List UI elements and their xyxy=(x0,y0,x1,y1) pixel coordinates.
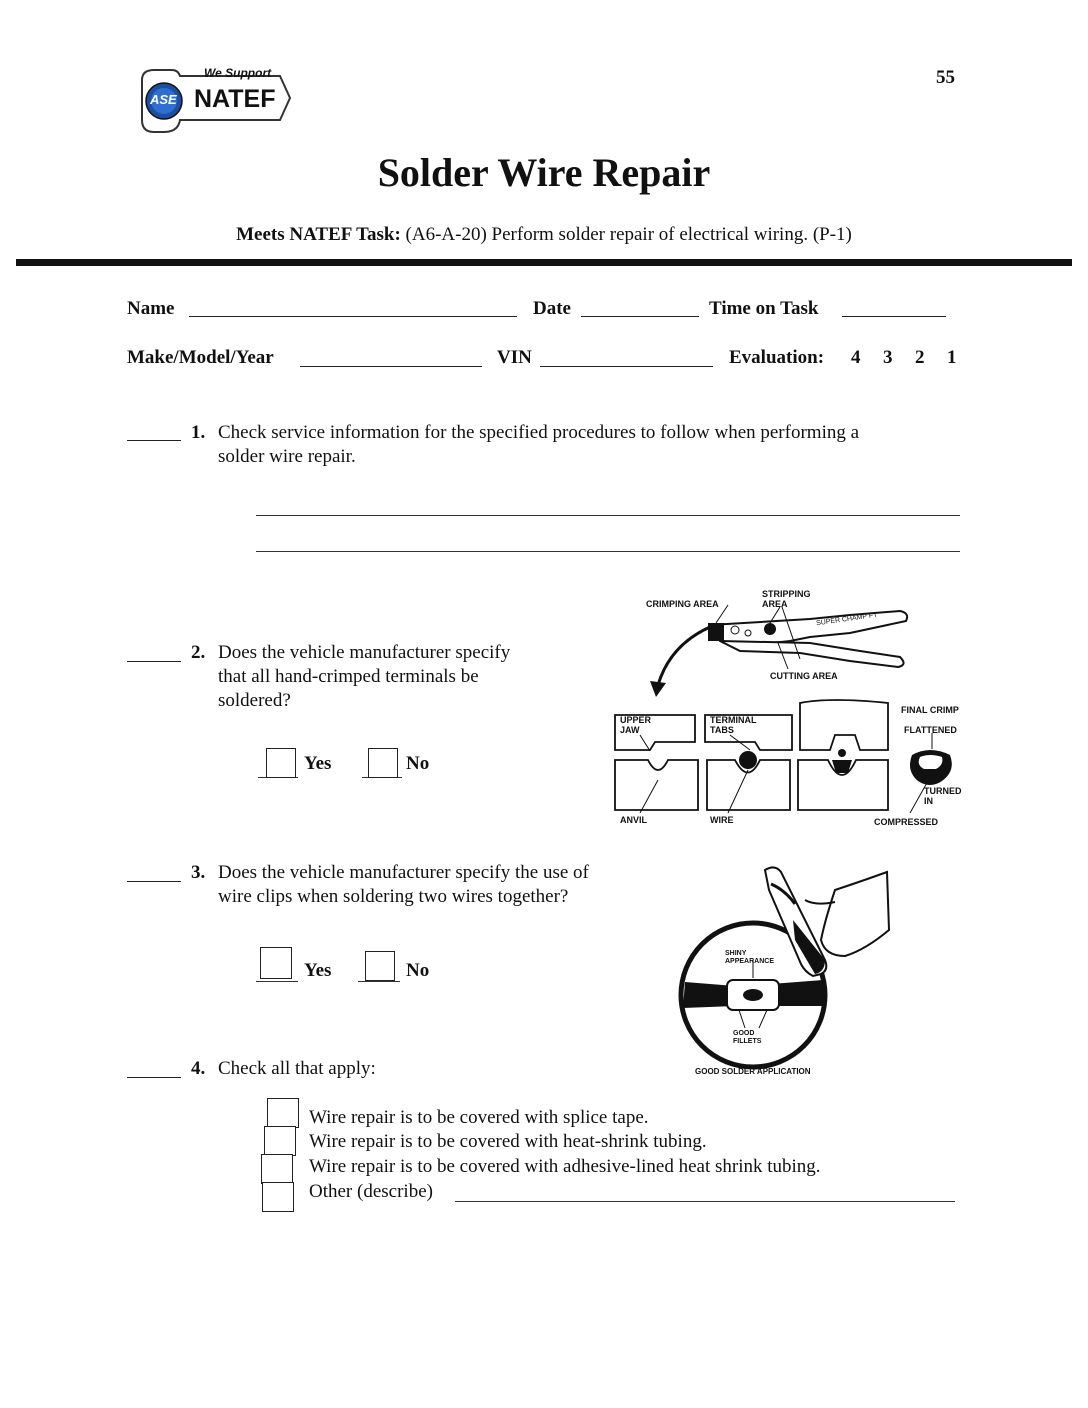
label-anvil: ANVIL xyxy=(620,815,647,825)
vin-field[interactable] xyxy=(540,366,713,367)
page-number: 55 xyxy=(936,67,955,88)
natef-task-line xyxy=(0,223,1088,247)
logo-badge: ASE xyxy=(150,92,177,107)
q2-no-checkbox[interactable] xyxy=(368,748,398,778)
label-wire: WIRE xyxy=(710,815,734,825)
time-on-task-field[interactable] xyxy=(842,316,946,317)
q3-number: 3. xyxy=(191,862,206,883)
q1-answer-line-2[interactable] xyxy=(256,551,960,552)
q4-number: 4. xyxy=(191,1058,206,1079)
q2-text-line3: soldered? xyxy=(218,690,291,711)
solder-joint-illustration xyxy=(675,860,900,1080)
q1-number: 1. xyxy=(191,422,206,443)
natef-logo xyxy=(134,64,294,138)
logo-brand: NATEF xyxy=(194,85,276,113)
page-title: Solder Wire Repair xyxy=(377,150,711,195)
make-model-year-field[interactable] xyxy=(300,366,482,367)
q4-other-describe-field[interactable] xyxy=(455,1201,955,1202)
q3-no-label: No xyxy=(406,960,430,981)
name-label: Name xyxy=(127,298,175,319)
q1-answer-line-1[interactable] xyxy=(256,515,960,516)
label-crimping-area: CRIMPING AREA xyxy=(646,599,719,609)
name-field[interactable] xyxy=(189,316,517,317)
evaluation-label: Evaluation: xyxy=(729,347,825,368)
label-upper-jaw-2: JAW xyxy=(620,725,640,735)
time-on-task-label: Time on Task xyxy=(709,298,819,319)
q2-yes-checkbox[interactable] xyxy=(266,748,296,778)
label-stripping-area-2: AREA xyxy=(762,599,788,609)
q3-yes-checkbox[interactable] xyxy=(260,947,292,979)
label-terminal-tabs-1: TERMINAL xyxy=(710,715,757,725)
solder-figure xyxy=(675,860,900,1080)
label-flattened: FLATTENED xyxy=(904,725,957,735)
q4-option-2-checkbox[interactable] xyxy=(264,1126,296,1156)
label-final-crimp: FINAL CRIMP xyxy=(901,705,959,715)
q2-text-line1: Does the vehicle manufacturer specify xyxy=(218,642,511,663)
label-upper-jaw-1: UPPER xyxy=(620,715,652,725)
q4-option-1-checkbox[interactable] xyxy=(267,1098,299,1128)
label-shiny-1: SHINY xyxy=(725,950,747,957)
label-turned-in-2: IN xyxy=(924,796,933,806)
label-shiny-2: APPEARANCE xyxy=(725,958,775,965)
q1-check-line[interactable] xyxy=(127,440,181,441)
q4-option-1-label: Wire repair is to be covered with splice tape. xyxy=(309,1107,649,1128)
label-tool-brand: SUPER CHAMP FT xyxy=(815,611,878,628)
task-label: Meets NATEF Task: xyxy=(236,224,401,245)
crimp-figure xyxy=(610,585,970,830)
q1-text-line2: solder wire repair. xyxy=(218,446,356,467)
eval-score-2[interactable]: 2 xyxy=(915,347,925,368)
eval-score-3[interactable]: 3 xyxy=(883,347,893,368)
q3-text-line2: wire clips when soldering two wires together? xyxy=(218,886,569,907)
q2-text-line2: that all hand-crimped terminals be xyxy=(218,666,479,687)
q4-option-3-checkbox[interactable] xyxy=(261,1154,293,1184)
header-divider xyxy=(16,259,1072,266)
q4-check-line[interactable] xyxy=(127,1077,181,1078)
date-field[interactable] xyxy=(581,316,699,317)
q4-option-4-checkbox[interactable] xyxy=(262,1182,294,1212)
logo-tagline: We Support xyxy=(204,66,272,80)
q2-number: 2. xyxy=(191,642,206,663)
q3-yes-label: Yes xyxy=(304,960,332,981)
q4-option-2-label: Wire repair is to be covered with heat-shrink tubing. xyxy=(309,1131,707,1152)
q4-prompt: Check all that apply: xyxy=(218,1058,376,1079)
label-good-solder-application: GOOD SOLDER APPLICATION xyxy=(695,1067,811,1076)
q4-option-3-label: Wire repair is to be covered with adhesive-lined heat shrink tubing. xyxy=(309,1156,821,1177)
label-terminal-tabs-2: TABS xyxy=(710,725,734,735)
q4-option-4-label: Other (describe) xyxy=(309,1181,433,1202)
eval-score-4[interactable]: 4 xyxy=(851,347,861,368)
vin-label: VIN xyxy=(497,347,532,368)
label-compressed: COMPRESSED xyxy=(874,817,939,827)
label-stripping-area-1: STRIPPING xyxy=(762,589,811,599)
label-cutting-area: CUTTING AREA xyxy=(770,671,838,681)
q3-text-line1: Does the vehicle manufacturer specify the use of xyxy=(218,862,589,883)
task-text: (A6-A-20) Perform solder repair of electrical wiring. (P-1) xyxy=(405,224,852,245)
q3-no-underline xyxy=(358,981,400,982)
eval-score-1[interactable]: 1 xyxy=(947,347,957,368)
label-turned-in-1: TURNED xyxy=(924,786,962,796)
q2-yes-label: Yes xyxy=(304,753,332,774)
q3-check-line[interactable] xyxy=(127,881,181,882)
label-fillets-1: GOOD xyxy=(733,1030,755,1037)
make-model-year-label: Make/Model/Year xyxy=(127,347,274,368)
q2-check-line[interactable] xyxy=(127,661,181,662)
q3-yes-underline xyxy=(256,981,298,982)
date-label: Date xyxy=(533,298,571,319)
q2-no-label: No xyxy=(406,753,430,774)
q1-text-line1: Check service information for the specified procedures to follow when performing a xyxy=(218,422,860,443)
q3-no-checkbox[interactable] xyxy=(365,951,395,981)
label-fillets-2: FILLETS xyxy=(733,1038,762,1045)
